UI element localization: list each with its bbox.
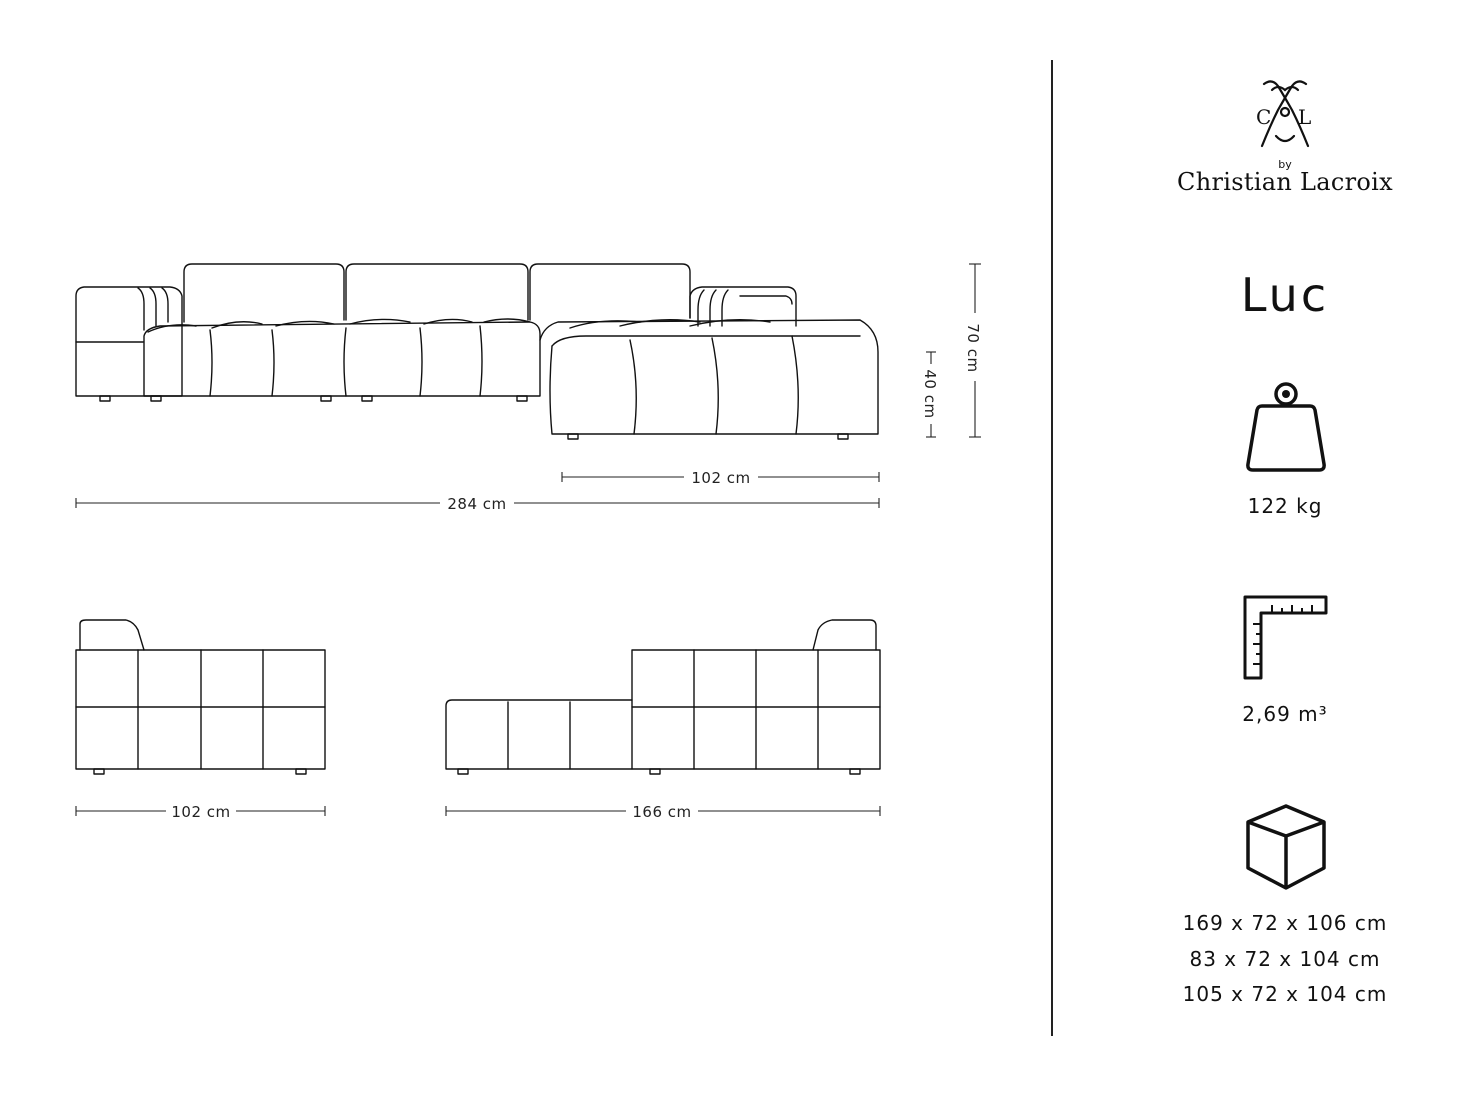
- weight-value: 122 kg: [1247, 494, 1323, 518]
- height-label: 70 cm: [964, 323, 982, 373]
- seat-height-dimension: [921, 352, 939, 437]
- weight-icon: [1244, 380, 1328, 476]
- chaise-width-label: 102 cm: [691, 469, 751, 487]
- left-side-width-label: 102 cm: [171, 803, 231, 821]
- right-side-width-label: 166 cm: [632, 803, 692, 821]
- product-name: Luc: [1240, 268, 1330, 322]
- height-dimension: [964, 264, 982, 437]
- total-width-dimension: [76, 495, 879, 513]
- volume-value: 2,69 m³: [1242, 702, 1328, 726]
- right-side-width-dimension: [446, 803, 880, 821]
- package-dimensions-list: [1100, 906, 1460, 1013]
- brand-name: Christian Lacroix: [1177, 168, 1393, 196]
- package-dimension: 105 x 72 x 104 cm: [1182, 982, 1388, 1006]
- brand-by-text: by: [1278, 158, 1292, 171]
- info-panel: [1100, 0, 1460, 1096]
- front-view-sofa: [76, 264, 878, 439]
- seat-height-label: 40 cm: [921, 369, 939, 419]
- package-dimension: 83 x 72 x 104 cm: [1189, 946, 1381, 971]
- right-side-view-sofa: [446, 620, 880, 774]
- total-width-label: 284 cm: [447, 495, 507, 513]
- package-dimension: 169 x 72 x 106 cm: [1182, 911, 1388, 935]
- svg-text:L: L: [1298, 105, 1312, 129]
- svg-text:C: C: [1256, 105, 1272, 129]
- chaise-width-dimension: [562, 469, 879, 487]
- left-side-view-sofa: [76, 620, 325, 774]
- vertical-divider: [1051, 60, 1053, 1036]
- brand-monogram-logo: [1250, 76, 1320, 156]
- ruler-square-icon: [1242, 594, 1332, 684]
- left-side-width-dimension: [76, 803, 325, 821]
- box-icon: [1244, 802, 1328, 892]
